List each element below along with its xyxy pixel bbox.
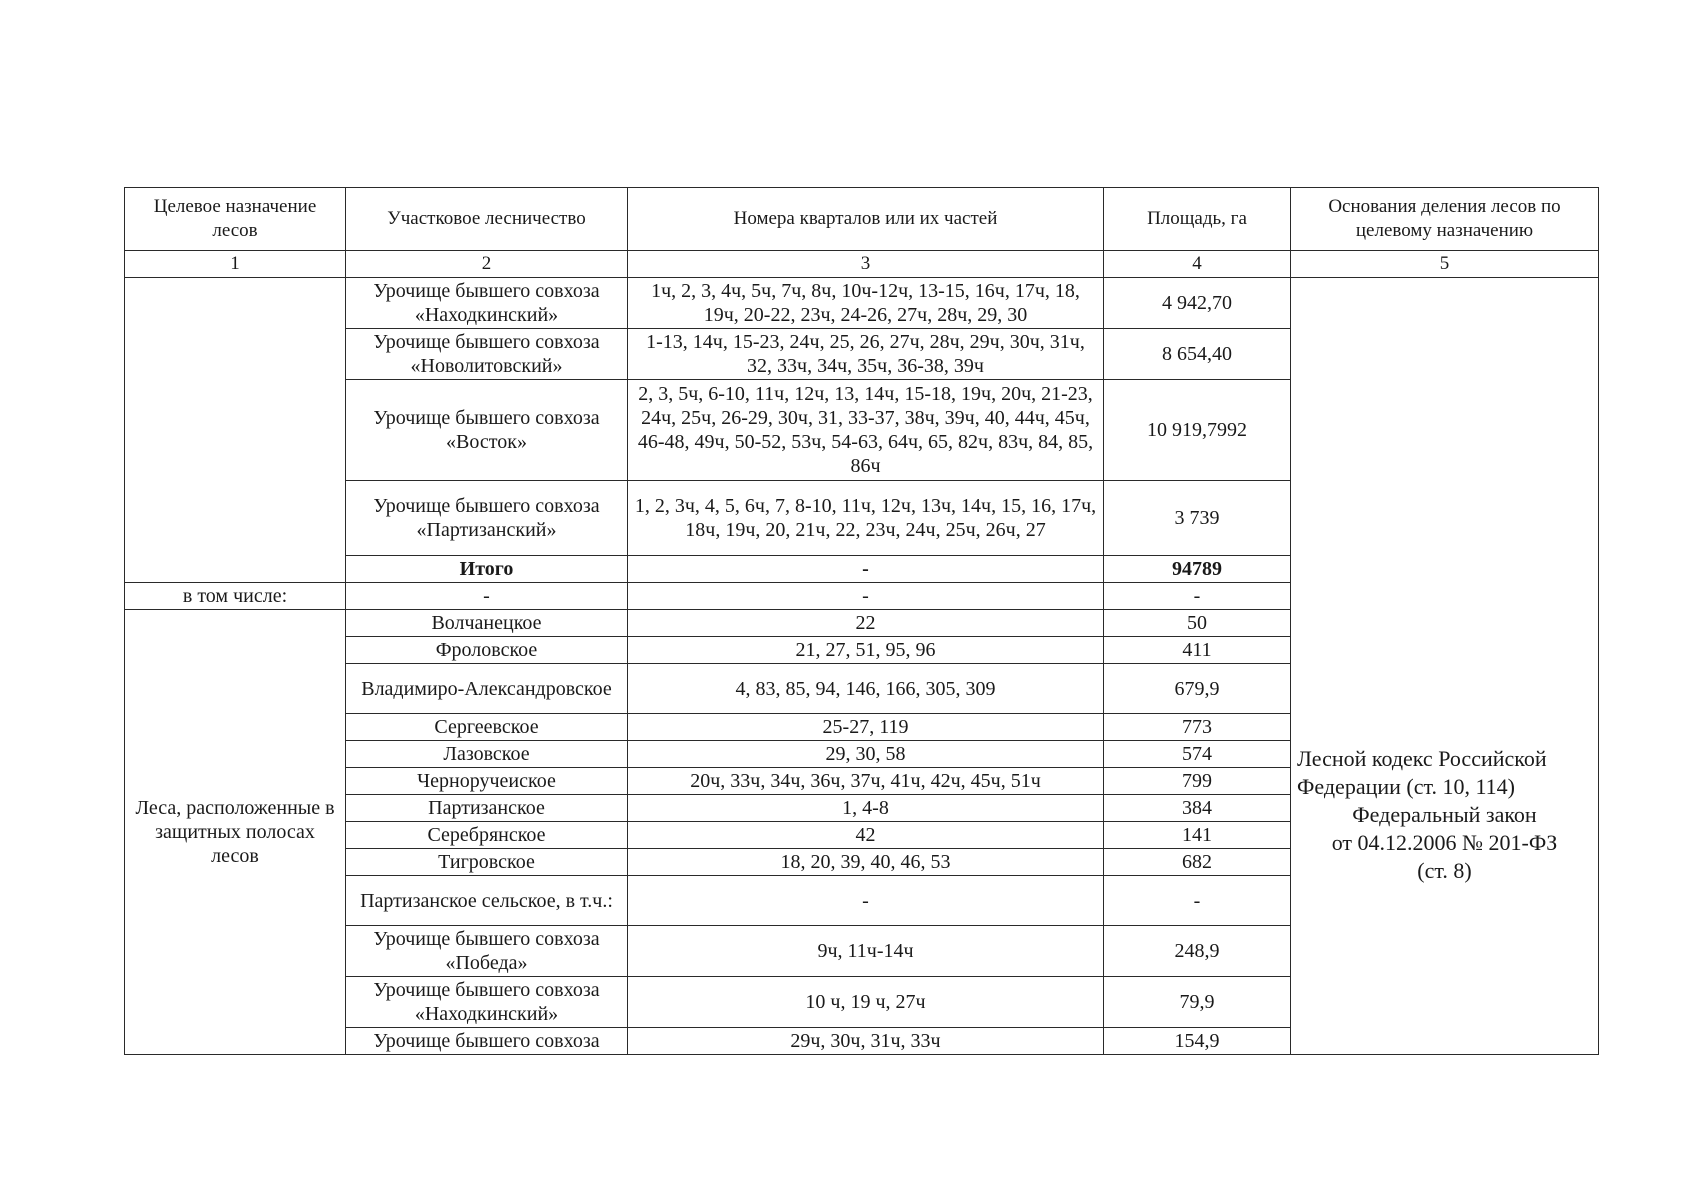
quarters-cell: 1-13, 14ч, 15-23, 24ч, 25, 26, 27ч, 28ч, 29ч, 30ч, 31ч, 32, 33ч, 34ч, 35ч, 36-38, 39ч (628, 329, 1104, 380)
basis-spacer (1297, 447, 1592, 745)
quarters-cell: 29ч, 30ч, 31ч, 33ч (628, 1028, 1104, 1055)
area-cell: 248,9 (1104, 926, 1291, 977)
area-cell: 3 739 (1104, 481, 1291, 556)
forestry-cell: Волчанецкое (346, 610, 628, 637)
quarters-cell: 2, 3, 5ч, 6-10, 11ч, 12ч, 13, 14ч, 15-18, 19ч, 20ч, 21-23, 24ч, 25ч, 26-29, 30ч, 31, 33-37, 38ч, 39ч, 40, 44ч, 45ч, 46-48, 49ч, 50-52, 53ч, 54-63, 64ч, 65, 82ч, 83ч, 84, 85, 86ч (628, 380, 1104, 481)
header-quarters: Номера кварталов или их частей (628, 188, 1104, 251)
purpose-cell-empty (125, 278, 346, 583)
area-cell: 773 (1104, 714, 1291, 741)
forestry-cell: Сергеевское (346, 714, 628, 741)
header-area: Площадь, га (1104, 188, 1291, 251)
forestry-cell: Урочище бывшего совхоза «Восток» (346, 380, 628, 481)
quarters-cell: 10 ч, 19 ч, 27ч (628, 977, 1104, 1028)
quarters-cell: 29, 30, 58 (628, 741, 1104, 768)
quarters-cell: 1, 4-8 (628, 795, 1104, 822)
quarters-cell: 25-27, 119 (628, 714, 1104, 741)
header-basis: Основания деления лесов по целевому назначению (1291, 188, 1599, 251)
area-cell: 4 942,70 (1104, 278, 1291, 329)
area-cell: - (1104, 876, 1291, 926)
purpose-cell: Леса, расположенные в защитных полосах лесов (125, 610, 346, 1055)
forestry-cell: Владимиро-Александровское (346, 664, 628, 714)
area-cell: - (1104, 583, 1291, 610)
table-row (125, 278, 1599, 329)
quarters-cell: 22 (628, 610, 1104, 637)
forestry-cell: Фроловское (346, 637, 628, 664)
area-cell: 384 (1104, 795, 1291, 822)
header-purpose: Целевое назначение лесов (125, 188, 346, 251)
forestry-cell: Серебрянское (346, 822, 628, 849)
forestry-cell: Тигровское (346, 849, 628, 876)
area-cell: 799 (1104, 768, 1291, 795)
quarters-cell: 42 (628, 822, 1104, 849)
area-cell: 574 (1104, 741, 1291, 768)
forestry-cell: - (346, 583, 628, 610)
forestry-cell: Партизанское сельское, в т.ч.: (346, 876, 628, 926)
area-cell: 679,9 (1104, 664, 1291, 714)
basis-line: Федерации (ст. 10, 114) (1297, 774, 1515, 799)
area-cell: 154,9 (1104, 1028, 1291, 1055)
quarters-cell: - (628, 583, 1104, 610)
total-label: Итого (346, 556, 628, 583)
total-quarters: - (628, 556, 1104, 583)
area-cell: 50 (1104, 610, 1291, 637)
header-forestry: Участковое лесничество (346, 188, 628, 251)
forestry-cell: Урочище бывшего совхоза «Находкинский» (346, 977, 628, 1028)
area-cell: 411 (1104, 637, 1291, 664)
column-numbers-row (125, 251, 1599, 278)
basis-line: Лесной кодекс Российской (1297, 746, 1547, 771)
column-number: 3 (628, 251, 1104, 278)
area-cell: 141 (1104, 822, 1291, 849)
column-number: 1 (125, 251, 346, 278)
quarters-cell: - (628, 876, 1104, 926)
quarters-cell: 1ч, 2, 3, 4ч, 5ч, 7ч, 8ч, 10ч-12ч, 13-15, 16ч, 17ч, 18, 19ч, 20-22, 23ч, 24-26, 27ч, 28ч, 29, 30 (628, 278, 1104, 329)
area-cell: 79,9 (1104, 977, 1291, 1028)
forestry-cell: Лазовское (346, 741, 628, 768)
basis-line: от 04.12.2006 № 201-ФЗ (1331, 830, 1558, 855)
forest-purpose-table (124, 187, 1599, 1055)
document-sheet (124, 187, 1598, 1055)
basis-cell (1291, 278, 1599, 1055)
quarters-cell: 18, 20, 39, 40, 46, 53 (628, 849, 1104, 876)
quarters-cell: 20ч, 33ч, 34ч, 36ч, 37ч, 41ч, 42ч, 45ч, 51ч (628, 768, 1104, 795)
quarters-cell: 4, 83, 85, 94, 146, 166, 305, 309 (628, 664, 1104, 714)
column-number: 2 (346, 251, 628, 278)
basis-line: Федеральный закон (1352, 802, 1537, 827)
header-row (125, 188, 1599, 251)
including-label: в том числе: (125, 583, 346, 610)
quarters-cell: 9ч, 11ч-14ч (628, 926, 1104, 977)
area-cell: 682 (1104, 849, 1291, 876)
forestry-cell: Урочище бывшего совхоза «Новолитовский» (346, 329, 628, 380)
column-number: 4 (1104, 251, 1291, 278)
column-number: 5 (1291, 251, 1599, 278)
forestry-cell: Партизанское (346, 795, 628, 822)
forestry-cell: Урочище бывшего совхоза «Находкинский» (346, 278, 628, 329)
basis-line: (ст. 8) (1417, 858, 1472, 883)
area-cell: 8 654,40 (1104, 329, 1291, 380)
forestry-cell: Черноручеиское (346, 768, 628, 795)
forestry-cell: Урочище бывшего совхоза «Партизанский» (346, 481, 628, 556)
forestry-cell: Урочище бывшего совхоза «Победа» (346, 926, 628, 977)
area-cell: 10 919,7992 (1104, 380, 1291, 481)
total-area: 94789 (1104, 556, 1291, 583)
quarters-cell: 1, 2, 3ч, 4, 5, 6ч, 7, 8-10, 11ч, 12ч, 13ч, 14ч, 15, 16, 17ч, 18ч, 19ч, 20, 21ч, 22, 23ч, 24ч, 25ч, 26ч, 27 (628, 481, 1104, 556)
quarters-cell: 21, 27, 51, 95, 96 (628, 637, 1104, 664)
forestry-cell: Урочище бывшего совхоза (346, 1028, 628, 1055)
